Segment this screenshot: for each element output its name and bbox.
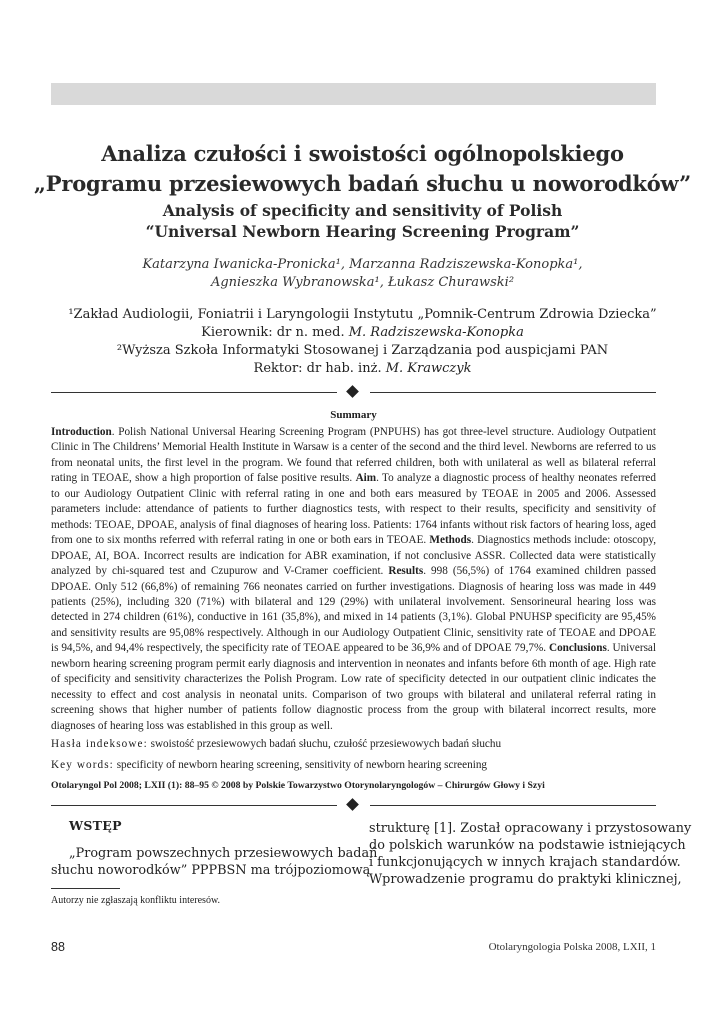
diamond-ornament-icon (346, 798, 359, 811)
affiliation-2: ²Wyższa Szkoła Informatyki Stosowanej i Zarządzania pod auspicjami PAN (116, 343, 609, 358)
divider-line-left (51, 805, 337, 806)
introduction-label: Introduction (51, 426, 112, 438)
body-line: słuchu noworodków” PPPBSN ma trójpoziomową (51, 863, 371, 878)
section-heading: WSTĘP (69, 818, 122, 833)
citation-line: Otolaryngol Pol 2008; LXII (1): 88–95 © 2008 by Polskie Towarzystwo Otorynolaryngologów – Chirurgów Głowy i Szyi (51, 780, 545, 791)
body-column-left (51, 818, 378, 879)
page-number: 88 (51, 940, 65, 954)
title-english-line2: “Universal Newborn Hearing Screening Program” (145, 222, 580, 241)
keywords-english: Key words: specificity of newborn hearing screening, sensitivity of newborn hearing screening (51, 759, 488, 771)
affiliation-2-head: Rektor: dr hab. inż. M. Krawczyk (253, 361, 472, 376)
divider-line-right (370, 805, 656, 806)
conclusions-label: Conclusions (549, 642, 607, 655)
journal-footer: Otolaryngologia Polska 2008, LXII, 1 (488, 941, 656, 953)
title-english-line1: Analysis of specificity and sensitivity of Polish (162, 201, 563, 220)
divider-line-left (51, 392, 337, 393)
body-line: Wprowadzenie programu do praktyki klinicznej, (369, 872, 682, 887)
summary-abstract: Introduction. Polish National Universal Hearing Screening Program (PNPUHS) has got three-level structure. Audiology Outpatient Clinic in The Childrens’ Memorial Health Institute in Warsaw is a center of the second and the third level. Newborns are referred to us from neonatal units, the first level in the program. We found that referred children, both with unilateral as well as bilateral referral rating in TEOAE, show a high proportion of false positive results. Aim. To analyze a diagnostic process of healthy neonates referred to our Audiology Outpatient Clinic with referral rating in one and both ears measured by TEOAE in 2005 and 2006. Assessed parameters include: attendance of patients to further diagnostics tests, with respect to their results, specificity and sensitivity of methods: TEOAE, DPOAE, analysis of final diagnoses of hearing loss. Patients: 1764 infants without risk factors of hearing loss, aged from one to six months referred with referral rating in one or both ears in TEOAE. Methods. Diagnostics methods include: otoscopy, DPOAE, AI, BOA. Incorrect results are indication for ABR examination, if not conclusive ASSR. Collected data were statistically analyzed by chi-squared test and Czupurow and V-Cramer coefficient. Results. 998 (56,5%) of 1764 examined children passed DPOAE. Only 512 (66,8%) of remaining 766 neonates carried on further investigations. Diagnosis of hearing loss was made in 449 patients (25%), including 320 (71%) with bilateral and 129 (29%) with unilateral involvement. Sensorineural hearing loss was detected in 274 children (61%), conductive in 161 (35,8%), and mixed in 14 patients (3,1%). Global PNUHSP specificity are 95,45% and sensitivity results are 95,08% respectively. Although in our Audiology Outpatient Clinic, sensitivity rate of TEOAE and DPOAE is 94,5%, and 94,4% respectively, the specificity rate of TEOAE appeared to be 36,9% and of DPOAE 79,7%. Conclusions. Universal newborn hearing screening program permit early diagnosis and intervention in neonates and infants before 6th month of age. High rate of specificity and sensitivity characterizes the Polish Program. Low rate of specificity detected in our outpatient clinic indicates the necessity to effect and cost analysis in neonatal units. Comparison of two groups with bilateral and unilateral referral rating in screening shows that higher number of patients follow diagnostic process from the group with bilateral incorrect results, more diagnoses of hearing loss was established in this group as well. (51, 426, 657, 732)
diamond-ornament-icon (346, 385, 359, 398)
aim-label: Aim (355, 472, 377, 485)
body-line: strukturę [1]. Został opracowany i przystosowany (369, 821, 692, 836)
body-line: do polskich warunków na podstawie istniejących (369, 838, 686, 853)
footnote-rule (51, 888, 120, 889)
affiliation-1: ¹Zakład Audiologii, Foniatrii i Laryngologii Instytutu „Pomnik-Centrum Zdrowia Dziecka” (68, 307, 657, 322)
intro-paragraph-start (51, 845, 378, 879)
affiliation-1-head: Kierownik: dr n. med. M. Radziszewska-Konopka (201, 325, 524, 340)
header-band (51, 83, 656, 105)
summary-heading: Summary (330, 409, 377, 421)
results-label: Results (388, 565, 424, 578)
authors-line1: Katarzyna Iwanicka-Pronicka¹, Marzanna Radziszewska-Konopka¹, (142, 257, 583, 272)
title-polish-line1: Analiza czułości i swoistości ogólnopolskiego (101, 141, 624, 166)
footnote: Autorzy nie zgłaszają konfliktu interesów. (51, 895, 221, 906)
title-polish-line2: „Programu przesiewowych badań słuchu u noworodków” (33, 171, 692, 196)
body-line: „Program powszechnych przesiewowych badań (69, 846, 378, 861)
authors-line2: Agnieszka Wybranowska¹, Łukasz Churawski² (210, 275, 515, 290)
section-divider (51, 385, 656, 399)
divider-line-right (370, 392, 656, 393)
body-column-right (369, 820, 692, 888)
methods-label: Methods (429, 534, 472, 547)
keywords-polish: Hasła indeksowe: swoistość przesiewowych badań słuchu, czułość przesiewowych badań słuchu (51, 738, 502, 750)
body-line: i funkcjonujących w innych krajach standardów. (369, 855, 681, 870)
section-divider-2 (51, 798, 656, 812)
